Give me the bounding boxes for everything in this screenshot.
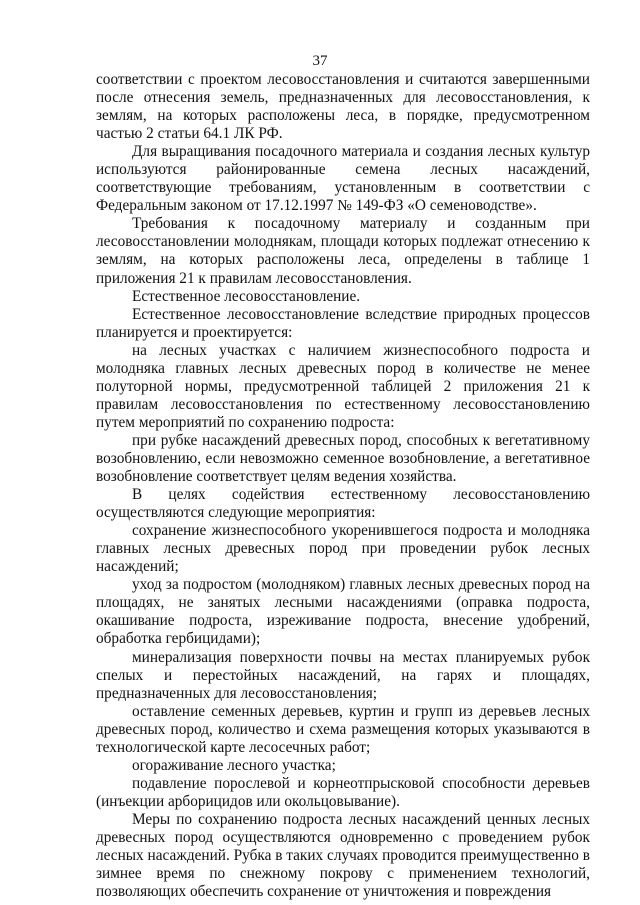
list-item-undergrowth-areas: на лесных участках с наличием жизнеспособного подроста и молодняка главных лесных древесных пород в количестве не менее полуторной нормы, предусмотренной таблицей 2 приложения 21 к правилам лесовосстановления по естественному лесовосстановлению путем мероприятий по сохранению подроста: <box>96 341 590 431</box>
paragraph-assistance-measures: В целях содействия естественному лесовосстановлению осуществляются следующие мероприятия: <box>96 486 590 522</box>
paragraph-seeds: Для выращивания посадочного материала и создания лесных культур используются районированные семена лесных насаждений, соответствующие требованиям, установленным в соответствии с Федеральным законом от 17.12.1997 № 149-ФЗ «О семеноводстве». <box>96 143 590 215</box>
paragraph-requirements: Требования к посадочному материалу и созданным при лесовосстановлении молоднякам, площади которых подлежат отнесению к землям, на которых расположены леса, определены в таблице 1 приложения 21 к правилам лесовосстановления. <box>96 215 590 287</box>
page-number: 37 <box>312 53 328 69</box>
list-item-vegetative-renewal: при рубке насаждений древесных пород, способных к вегетативному возобновлению, если невозможно семенное возобновление, а вегетативное возобновление соответствует целям ведения хозяйства. <box>96 431 590 486</box>
paragraph-preservation-measures: Меры по сохранению подроста лесных насаждений ценных лесных древесных пород осуществляются одновременно с проведением рубок лесных насаждений. Рубка в таких случаях проводится преимущественно в зимнее время по снежному покрову с применением технологий, позволяющих обеспечить сохранение от уничтожения и повреждения <box>96 810 590 901</box>
paragraph-natural-planning: Естественное лесовосстановление вследствие природных процессов планируется и проектируется: <box>96 305 590 341</box>
list-item-soil-mineralization: минерализация поверхности почвы на местах планируемых рубок спелых и перестойных насаждений, на гарях и площадях, предназначенных для лесовосстановления; <box>96 648 590 702</box>
body-text <box>96 71 590 901</box>
paragraph-continuation: соответствии с проектом лесовосстановления и считаются завершенными после отнесения земель, предназначенных для лесовосстановления, к землям, на которых расположены леса, в порядке, предусмотренном частью 2 статьи 64.1 ЛК РФ. <box>96 71 590 143</box>
list-item-undergrowth-care: уход за подростом (молодняком) главных лесных древесных пород на площадях, не занятых лесными насаждениями (оправка подроста, окашивание подроста, изреживание подроста, внесение удобрений, обработка гербицидами); <box>96 576 590 648</box>
list-item-seed-trees: оставление семенных деревьев, куртин и групп из деревьев лесных древесных пород, количество и схема размещения которых указываются в технологической карте лесосечных работ; <box>96 702 590 756</box>
list-item-preserve-undergrowth: сохранение жизнеспособного укоренившегося подроста и молодняка главных лесных древесных пород при проведении рубок лесных насаждений; <box>96 522 590 576</box>
section-heading-natural-reforestation: Естественное лесовосстановление. <box>132 287 361 305</box>
list-item-sprout-suppression: подавление порослевой и корнеотпрысковой способности деревьев (инъекции арборицидов или окольцовывание). <box>96 774 590 810</box>
list-item-fencing: огораживание лесного участка; <box>132 756 336 774</box>
